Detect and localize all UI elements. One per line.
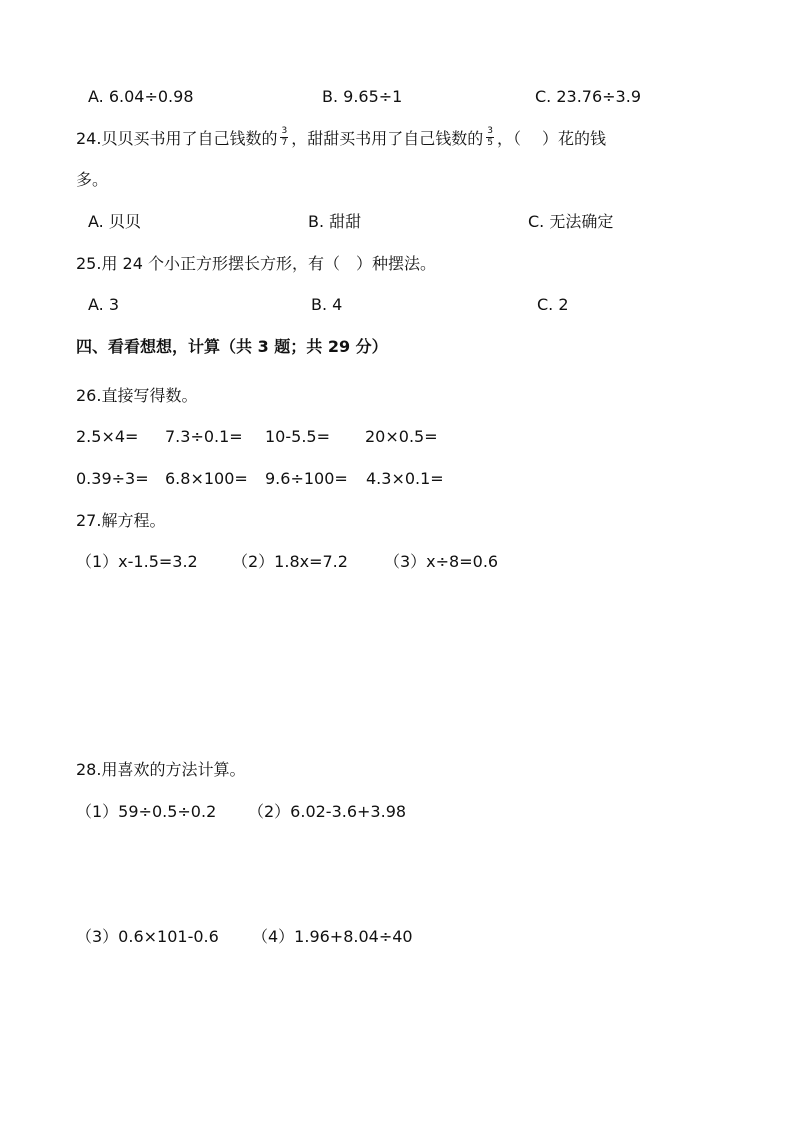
q27-question: 27.解方程。	[76, 511, 166, 530]
q24-text-post: ，（ ）花的钱	[496, 129, 607, 148]
q24-fraction-1	[280, 127, 288, 148]
q26-row2-item-1: 0.39÷3=	[76, 469, 149, 488]
q26-row2-item-4: 4.3×0.1=	[366, 469, 444, 488]
q24-text-pre: 24.贝贝买书用了自己钱数的	[76, 129, 278, 148]
q24-option-a: A. 贝贝	[88, 212, 141, 231]
q26-row2-item-2: 6.8×100=	[165, 469, 248, 488]
q24-fraction-1-numerator: 3	[281, 126, 288, 136]
q25-question: 25.用 24 个小正方形摆长方形，有（ ）种摆法。	[76, 254, 436, 273]
q25-option-b: B. 4	[311, 295, 343, 314]
q26-row1-item-3: 10-5.5=	[265, 427, 330, 446]
q24-fraction-2-numerator: 3	[487, 126, 493, 136]
q23-option-b: B. 9.65÷1	[322, 87, 403, 106]
q24-text-mid: ，甜甜买书用了自己钱数的	[291, 129, 484, 148]
q27-item-1: （1）x-1.5=3.2	[76, 552, 198, 571]
q26-row1-item-1: 2.5×4=	[76, 427, 139, 446]
q26-row1-item-4: 20×0.5=	[365, 427, 438, 446]
q25-option-c: C. 2	[537, 295, 569, 314]
q28-item-1: （1）59÷0.5÷0.2	[76, 802, 217, 821]
q26-row2-item-3: 9.6÷100=	[265, 469, 348, 488]
q28-item-4: （4）1.96+8.04÷40	[252, 927, 413, 946]
q28-item-3: （3）0.6×101-0.6	[76, 927, 219, 946]
q23-option-c: C. 23.76÷3.9	[535, 87, 641, 106]
q24-option-b: B. 甜甜	[308, 212, 362, 231]
q24-fraction-2-denominator: 5	[487, 138, 493, 148]
q28-question: 28.用喜欢的方法计算。	[76, 760, 246, 779]
q26-question: 26.直接写得数。	[76, 386, 198, 405]
q27-item-3: （3）x÷8=0.6	[384, 552, 499, 571]
section-4-title: 四、看看想想，计算（共 3 题；共 29 分）	[76, 337, 388, 356]
q25-option-a: A. 3	[88, 295, 120, 314]
q24-fraction-2	[486, 127, 494, 148]
q28-item-2: （2）6.02-3.6+3.98	[248, 802, 407, 821]
q24-question	[76, 126, 607, 150]
q24-question-continued: 多。	[76, 170, 109, 189]
q23-option-a: A. 6.04÷0.98	[88, 87, 194, 106]
q26-row1-item-2: 7.3÷0.1=	[165, 427, 243, 446]
q24-fraction-1-denominator: 7	[281, 138, 288, 148]
q24-option-c: C. 无法确定	[528, 212, 614, 231]
q27-item-2: （2）1.8x=7.2	[232, 552, 348, 571]
